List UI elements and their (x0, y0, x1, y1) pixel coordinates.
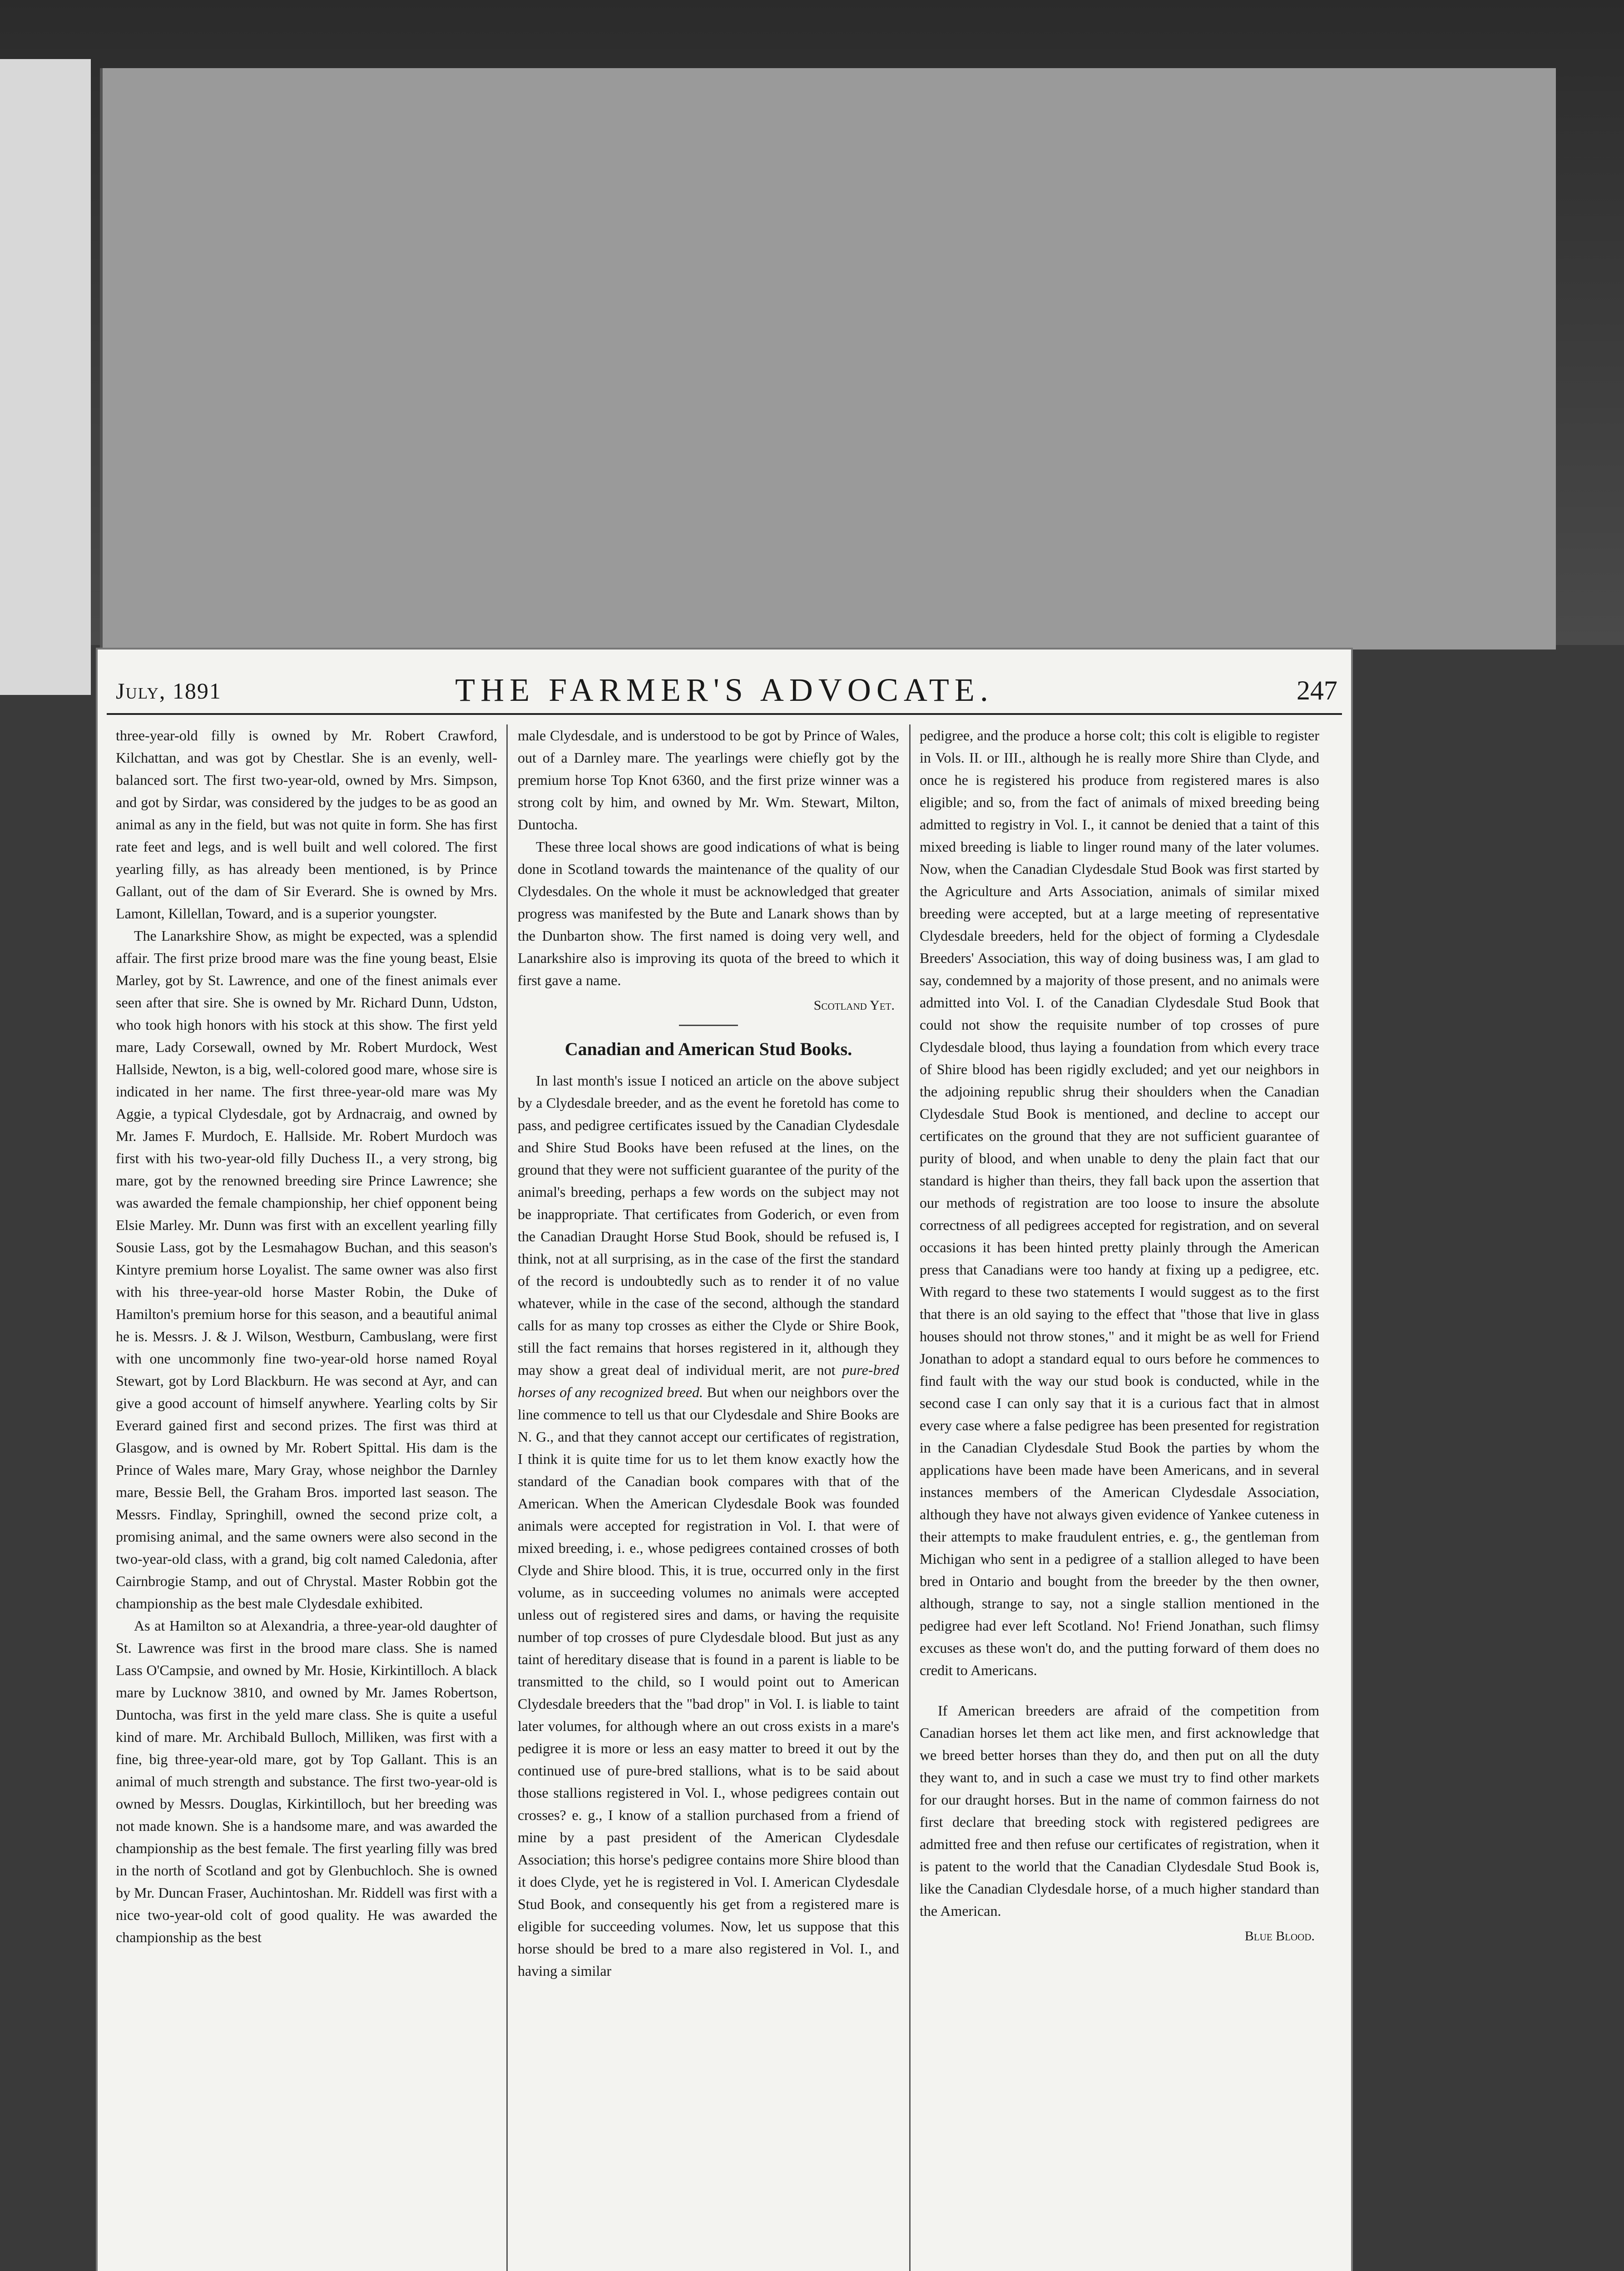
paragraph (518, 1070, 899, 1982)
newspaper-page (98, 650, 1351, 2271)
article-title: Canadian and American Stud Books. (564, 1039, 852, 1059)
previous-page-leaf (100, 68, 1556, 650)
text-run: But when our neighbors over the line commence to tell us that our Clydesdale and Shire Books are N. G., and that they cannot accept our certificates of registration, I think it is quite time for us to let them know exactly how the standard of the Canadian book compares with that of the American. When the American Clydesdale Book was founded animals were accepted for registration in Vol. I. that were of mixed breeding, i. e., whose pedigrees contained crosses of both Clyde and Shire blood. This, it is true, occurred only in the first volume, as in succeeding volumes no animals were accepted unless out of registered sires and dams, or having the requisite number of top crosses of pure Clydesdale blood. But just as any taint of hereditary disease that is found in a parent is liable to be transmitted to the child, so I would point out to American Clydesdale breeders that the "bad drop" in Vol. I. is liable to taint later volumes, for although where an out cross exists in a mare's pedigree it is more or less an easy matter to breed it out by the continued use of pure-bred stallions, what is to be said about those stallions registered in Vol. I., whose pedigrees contain out crosses? e. g., I know of a stallion purchased from a friend of mine by a past president of the American Clydesdale Association; this horse's pedigree contains more Shire blood than it does Clyde, yet he is registered in Vol. I. American Clydesdale Stud Book, and consequently his get from a registered mare is eligible for succeeding volumes. Now, let us suppose that this horse should be bred to a mare also registered in Vol. I., and having a similar (518, 1384, 899, 1979)
paragraph: male Clydesdale, and is understood to be got by Prince of Wales, out of a Darnley mare. The yearlings were chiefly got by the premium horse Top Knot 6360, and the first prize winner was a strong colt by him, and owned by Mr. Wm. Stewart, Milton, Duntocha. (518, 727, 899, 833)
publication-title: THE FARMER'S ADVOCATE. (455, 672, 994, 708)
signature: Blue Blood. (1244, 1929, 1315, 1944)
paragraph: If American breeders are afraid of the competition from Canadian horses let them act like men, and first acknowledge that we breed better horses than they do, and then put on all the duty they want to, and in such a case we must try to find other markets for our draught horses. But in the name of common fairness do not first declare that breeding stock with registered pedigrees are admitted free and then refuse our certificates of registration, when it is patent to the world that the Canadian Clydesdale Stud Book is, like the Canadian Clydesdale horse, of a much higher standard than the American. (920, 1702, 1319, 1919)
column-rule (909, 724, 911, 2271)
signature: Scotland Yet. (813, 998, 895, 1013)
page-number: 247 (1297, 675, 1337, 705)
previous-page-strip (0, 59, 91, 695)
paragraph: As at Hamilton so at Alexandria, a three-year-old daughter of St. Lawrence was first in the brood mare class. She is named Lass O'Campsie, and owned by Mr. Hosie, Kirkintilloch. A black mare by Lucknow 3810, and owned by Mr. James Robertson, Duntocha, was first in the yeld mare class. She is quite a useful kind of mare. Mr. Archibald Bulloch, Milliken, was first with a fine, big three-year-old mare, got by Top Gallant. This is an animal of much strength and substance. The first two-year-old is owned by Messrs. Douglas, Kirkintilloch, but her breeding was not made known. She is a handsome mare, and was awarded the championship as the best female. The first yearling filly was bred in the north of Scotland and got by Glenbuchloch. She is owned by Mr. Duncan Fraser, Auchintoshan. Mr. Riddell was first with a nice two-year-old colt of good quality. He was awarded the championship as the best (116, 1617, 497, 1945)
italic-text: pure-bred horses of any recognized breed. (518, 1362, 899, 1400)
issue-date: July, 1891 (116, 678, 222, 704)
text-run: In last month's issue I noticed an article on the above subject by a Clydesdale breeder, and as the event he foretold has come to pass, and pedigree certificates issued by the Canadian Clydesdale and Shire Stud Books have been refused at the lines, on the ground that they were not sufficient guarantee of the purity of the animal's breeding, perhaps a few words on the subject may not be inappropriate. That certificates from Goderich, or even from the Canadian Draught Horse Stud Book, should be refused is, I think, not at all surprising, as in the case of the first the standard of the record is undoubtedly such as to render it of no value whatever, while in the case of the second, although the standard calls for as many top crosses as either the Clyde or Shire Book, still the fact remains that horses registered in it, although they may show a great deal of individual merit, are not (518, 1072, 899, 1378)
paragraph: three-year-old filly is owned by Mr. Robert Crawford, Kilchattan, and was got by Chestlar. She is an evenly, well-balanced sort. The first two-year-old, owned by Mrs. Simpson, and got by Sirdar, was considered by the judges to be as good an animal as any in the field, but was not quite in form. She has first rate feet and legs, and is well built and well colored. The first yearling filly, as has already been mentioned, is by Prince Gallant, out of the dam of Sir Everard. She is owned by Mrs. Lamont, Killellan, Toward, and is a superior youngster. (116, 727, 497, 922)
paragraph: These three local shows are good indications of what is being done in Scotland towards the maintenance of the quality of our Clydesdales. On the whole it must be acknowledged that greater progress was manifested by the Bute and Lanark shows than by the Dunbarton show. The first named is doing very well, and Lanarkshire also is improving its quota of the breed to which it first gave a name. (518, 838, 899, 988)
paragraph: pedigree, and the produce a horse colt; this colt is eligible to register in Vols. II. or III., although he is really more Shire than Clyde, and once he is registered his produce from registered mares is also eligible; and so, from the fact of animals of mixed breeding being admitted to registry in Vol. I., it cannot be denied that a taint of this mixed breeding is liable to linger round many of the later volumes. Now, when the Canadian Clydesdale Stud Book was first started by the Agriculture and Arts Association, animals of similar mixed breeding were accepted, but at a large meeting of representative Clydesdale breeders, held for the object of forming a Clydesdale Breeders' Association, this way of doing business was, I am glad to say, condemned by a majority of those present, and no animals were admitted into Vol. I. of the Canadian Clydesdale Stud Book that could not show the requisite number of top crosses of pure Clydesdale blood, thus laying a foundation from which every trace of Shire blood has been rigidly excluded; and yet our neighbors in the adjoining republic shrug their shoulders when the Canadian Clydesdale Stud Book is mentioned, and decline to accept our certificates on the ground that they are not sufficient guarantee of purity of blood, and when unable to deny the plain fact that our standard is higher than theirs, they fall back upon the assertion that our methods of registration are too loose to insure the absolute correctness of all pedigrees accepted for registration, and on several occasions it has been hinted pretty plainly through the American press that Canadians were too handy at fixing up a pedigree, etc. With regard to these two statements I would suggest as to the first that there is an old saying to the effect that "those that live in glass houses should not throw stones," and it might be as well for Friend Jonathan to adopt a standard equal to ours before he commences to find fault with the way our stud book is conducted, while in the second case I can only say that it is a curious fact that in almost every case where a false pedigree has been presented for registration in the Canadian Clydesdale Stud Book the parties by whom the applications have been made have been Americans, and in several instances members of the American Clydesdale Association, although they have not always given evidence of Yankee cuteness in their attempts to make fraudulent entries, e. g., the gentleman from Michigan who sent in a pedigree of a stallion alleged to have been bred in Ontario and bought from the breeder by the then owner, although, strange to say, not a single stallion mentioned in the pedigree had ever left Scotland. No! Friend Jonathan, such flimsy excuses as these won't do, and the putting forward of them does no credit to Americans. (920, 727, 1319, 1678)
column-2 (518, 724, 899, 2271)
page-header (107, 668, 1342, 715)
column-3 (920, 724, 1319, 2271)
paragraph: The Lanarkshire Show, as might be expected, was a splendid affair. The first prize brood mare was the fine young beast, Elsie Marley, got by St. Lawrence, and one of the finest animals ever seen after that sire. She is owned by Mr. Richard Dunn, Udston, who took high honors with his stock at this show. The first yeld mare, Lady Corsewall, owned by Mr. Robert Murdock, West Hallside, Newton, is a big, well-colored good mare, whose sire is indicated in her name. The first three-year-old mare was My Aggie, a typical Clydesdale, got by Ardnacraig, and owned by Mr. James F. Murdoch, E. Hallside. Mr. Robert Murdoch was first with his two-year-old filly Duchess II., a very strong, big mare, got by the renowned breeding sire Prince Lawrence; she was awarded the female championship, her chief opponent being Elsie Marley. Mr. Dunn was first with an excellent yearling filly Sousie Lass, got by the Lesmahagow Buchan, and this season's Kintyre premium horse Loyalist. The same owner was also first with his three-year-old horse Master Robin, the Duke of Hamilton's premium horse for this season, and a beautiful animal he is. Messrs. J. & J. Wilson, Westburn, Cambuslang, were first with one uncommonly fine two-year-old horse named Royal Stewart, got by Lord Blackburn. He was second at Ayr, and can give a good account of himself anywhere. Yearling colts by Sir Everard gained first and second prizes. The first was third at Glasgow, and is owned by Mr. Robert Spittal. His dam is the Prince of Wales mare, Mary Gray, whose neighbor the Darnley mare, Bessie Bell, the Graham Bros. imported last season. The Messrs. Findlay, Springhill, owned the second prize colt, a promising animal, and the same owners were also second in the two-year-old class, with a grand, big colt named Caledonia, after Cairnbrogie Stamp, and out of Chrystal. Master Robbin got the championship as the best male Clydesdale exhibited. (116, 927, 497, 1612)
column-rule (506, 724, 508, 2271)
column-1 (116, 724, 497, 2271)
section-divider (679, 1025, 738, 1026)
